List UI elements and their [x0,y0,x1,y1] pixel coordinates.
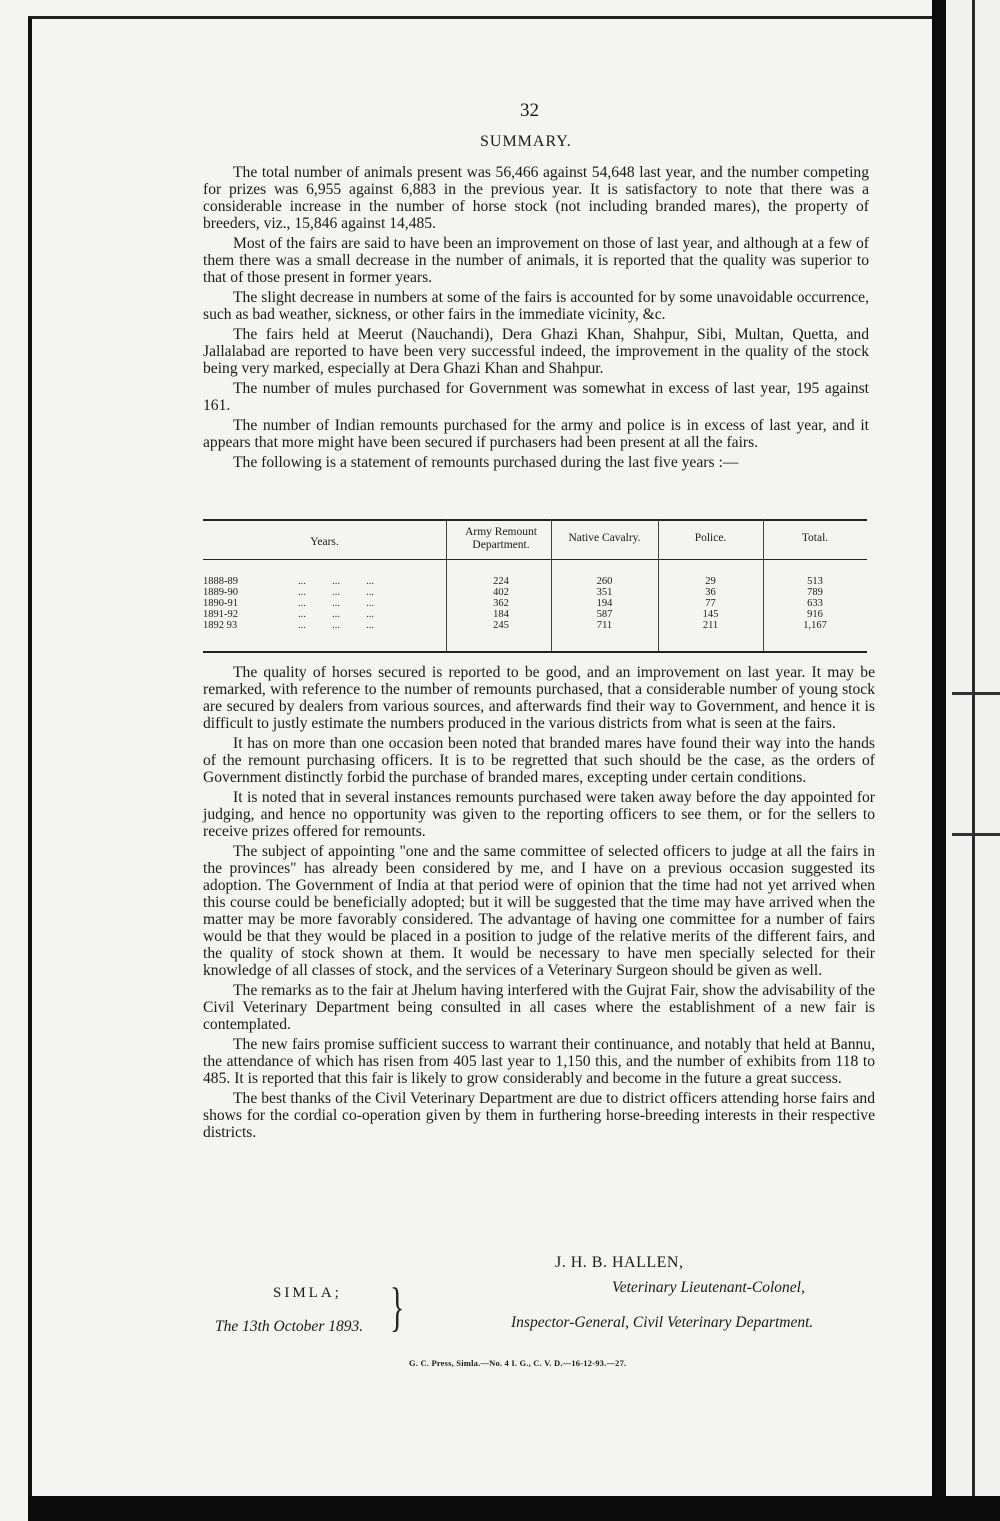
header-years: Years. [310,536,339,548]
cell-total: 1,167 [803,620,827,631]
table-row [203,576,867,587]
paragraph: The new fairs promise sufficient success to warrant their continuance, and notably that held at Bannu, the attendance of which has risen from 405 last year to 1,150 this, and the number of exhibits from 118 to 485. It is reported that this fair is likely to grow considerably and become in the future a great success. [203,1036,875,1087]
cell-leader-dots: ... ... ... [298,620,375,631]
paragraph: It has on more than one occasion been noted that branded mares have found their way into the hands of the remount purchasing officers. It is to be regretted that such should be the case, as the orders of Government distinctly forbid the purchase of branded mares, excepting under certain conditions. [203,735,875,786]
paragraph: The following is a statement of remounts purchased during the last five years :— [233,454,739,471]
adjacent-page-rule [952,692,1000,695]
cell-native: 711 [596,620,613,631]
cell-total: 513 [807,576,823,587]
cell-year: 1892 93 [203,620,238,631]
place-of-signing: SIMLA; [273,1285,342,1301]
paragraph: The total number of animals present was 56,466 against 54,648 last year, and the number competing for prizes was 6,955 against 6,883 in the previous year. It is satisfactory to note that there was a considerable increase in the number of horse stock (not including branded mares), the property of breeders, viz., 15,846 against 14,485. [203,164,869,232]
cell-army: 184 [493,609,509,620]
table-row [203,587,867,598]
cell-year: 1889-90 [203,587,238,598]
paragraph: The subject of appointing "one and the same committee of selected officers to judge at all the fairs in the provinces" has already been considered by me, and I have on a previous occasion suggested its adoption. The Government of India at that period were of opinion that the time had not yet arrived when this course could be beneficially adopted; but it will be suggested that the time may have arrived when the matter may be more favorably considered. The advantage of having one committee for a number of fairs would be that they would be placed in a position to judge of the relative merits of the different fairs, and the quality of stock shown at them. It would be necessary to have men specially selected for their knowledge of all classes of stock, and the services of a Veterinary Surgeon should be given as well. [203,843,875,979]
signatory-office: Inspector-General, Civil Veterinary Department. [511,1314,814,1331]
cell-police: 77 [705,598,716,609]
signatory-rank: Veterinary Lieutenant-Colonel, [612,1279,805,1296]
summary-text-top [203,164,869,471]
header-police: Police. [694,532,727,544]
date-of-signing: The 13th October 1893. [215,1318,364,1335]
page-edge-bottom [28,1496,1000,1521]
page-number: 32 [520,100,539,121]
table-row [203,609,867,620]
cell-total: 789 [807,587,823,598]
cell-leader-dots: ... ... ... [298,587,375,598]
press-imprint: G. C. Press, Simla.—No. 4 I. G., C. V. D.—16-12-93.—27. [409,1358,627,1368]
paragraph: Most of the fairs are said to have been an improvement on those of last year, and although at a few of them there was a small decrease in the number of animals, it is reported that the quality was superior to that of those present in former years. [203,235,869,286]
table-header-rule [203,559,867,560]
adjacent-page-strip [946,0,1000,1500]
cell-native: 260 [596,576,613,587]
page-edge-left [28,18,32,1498]
cell-native: 587 [596,609,613,620]
header-native-cavalry: Native Cavalry. [568,532,641,544]
cell-year: 1888-89 [203,576,238,587]
header-army-remount: Army Remount Department. [465,526,537,551]
paragraph: The best thanks of the Civil Veterinary Department are due to district officers attending horse fairs and shows for the cordial co-operation given by them in furthering horse-breeding interests in their respective districts. [203,1090,875,1141]
cell-army: 362 [493,598,509,609]
cell-total: 916 [807,609,823,620]
adjacent-page-border [972,0,975,1500]
cell-police: 29 [705,576,716,587]
signatory-name: J. H. B. HALLEN, [555,1254,684,1271]
cell-native: 194 [596,598,613,609]
cell-army: 224 [493,576,509,587]
cell-total: 633 [807,598,823,609]
cell-year: 1891-92 [203,609,238,620]
cell-leader-dots: ... ... ... [298,609,375,620]
paragraph: The number of mules purchased for Government was somewhat in excess of last year, 195 against 161. [203,380,869,414]
adjacent-page-rule [952,833,1000,836]
cell-native: 351 [596,587,613,598]
page-edge-top [28,16,933,19]
cell-police: 145 [702,609,719,620]
cell-leader-dots: ... ... ... [298,598,375,609]
cell-police: 211 [702,620,719,631]
table-bottom-rule [203,651,867,653]
table-top-rule [203,519,867,521]
paragraph: The slight decrease in numbers at some of the fairs is accounted for by some unavoidable occurrence, such as bad weather, sickness, or other fairs in the immediate vicinity, &c. [203,289,869,323]
paragraph: The number of Indian remounts purchased for the army and police is in excess of last year, and it appears that more might have been secured if purchasers had been present at all the fairs. [203,417,869,451]
paragraph: It is noted that in several instances remounts purchased were taken away before the day appointed for judging, and hence no opportunity was given to the reporting officers to see them, or for the sellers to receive prizes offered for remounts. [203,789,875,840]
paragraph: The remarks as to the fair at Jhelum having interfered with the Gujrat Fair, show the advisability of the Civil Veterinary Department being consulted in all cases where the establishment of a new fair is contemplated. [203,982,875,1033]
table-row [203,598,867,609]
table-row [203,620,867,631]
curly-brace: } [390,1277,405,1337]
cell-police: 36 [705,587,716,598]
header-total: Total. [801,532,829,544]
book-gutter [932,0,946,1500]
paragraph: The fairs held at Meerut (Nauchandi), Dera Ghazi Khan, Shahpur, Sibi, Multan, Quetta, and Jallalabad are reported to have been very successful indeed, the improvement in the quality of the stock being very marked, especially at Dera Ghazi Khan and Shahpur. [203,326,869,377]
cell-army: 402 [493,587,509,598]
cell-leader-dots: ... ... ... [298,576,375,587]
cell-year: 1890-91 [203,598,238,609]
summary-text-bottom [203,664,875,1141]
cell-army: 245 [493,620,509,631]
page-heading: SUMMARY. [480,133,572,150]
paragraph: The quality of horses secured is reported to be good, and an improvement on last year. It may be remarked, with reference to the number of remounts purchased, that a considerable number of young stock are secured by dealers from various sources, and afterwards find their way to Government, and hence it is difficult to justly estimate the numbers produced in the various districts from what is seen at the fairs. [203,664,875,732]
